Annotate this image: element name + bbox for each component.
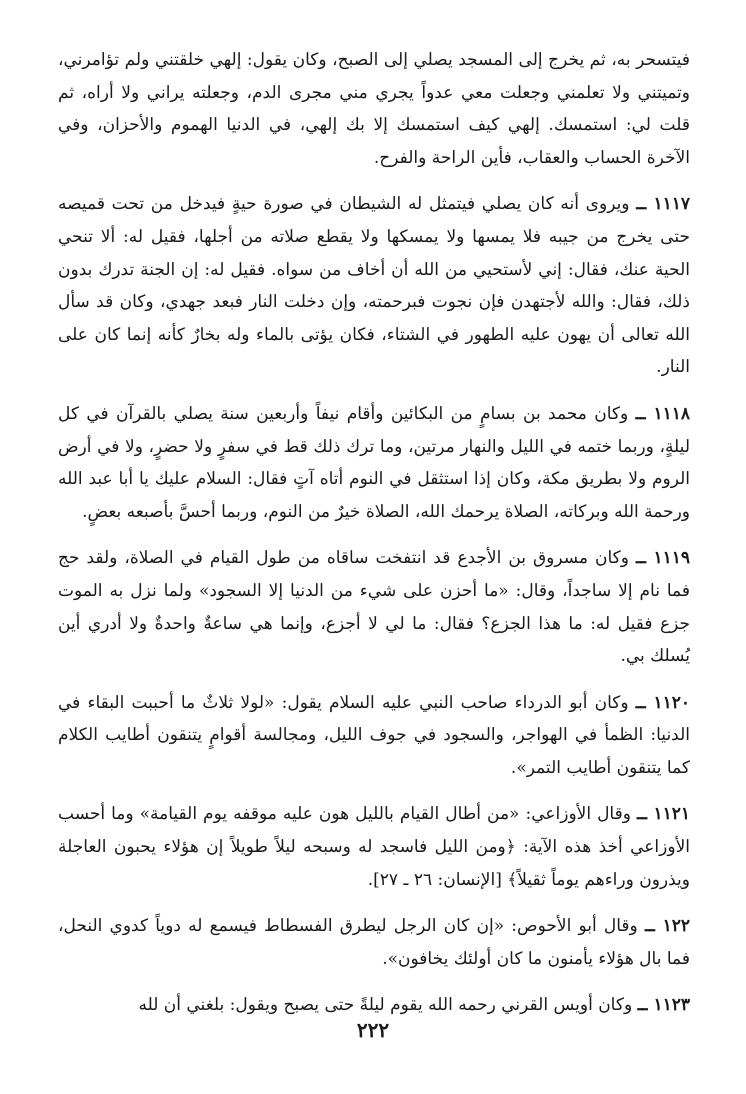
paragraph-number: ١١١٧ ــ [636,194,690,215]
paragraph-1121 [58,798,690,896]
page-number: ٢٢٢ [356,1018,390,1042]
paragraph-number: ١١٢٣ ــ [637,995,690,1016]
paragraph-1118 [58,398,690,528]
paragraph-text: وكان أبو الدرداء صاحب النبي عليه السلام يقول: «لولا ثلاثٌ ما أحببت البقاء في الدنيا: الظمأ في الهواجر، والسجود في جوف الليل، ومجالسة أقوامٍ يتنقون أطايب الكلام كما يتنقون أطايب التمر». [58,692,690,778]
paragraph-1117 [58,188,690,384]
paragraph-text: فيتسحر به، ثم يخرج إلى المسجد يصلي إلى الصبح، وكان يقول: إلهي خلقتني ولم تؤامرني، وتميتني ولا تعلمني وجعلت معي عدواً يجري مني مجرى الدم، وجعلته يراني ولا أراه، ثم قلت لي: استمسك. إلهي كيف استمسك إلا بك إلهي، في الدنيا الهموم والأحزان، وفي الآخرة الحساب والعقاب، فأين الراحة والفرح. [58,50,690,168]
paragraph-text: وكان مسروق بن الأجدع قد انتفخت ساقاه من طول القيام في الصلاة، ولقد حج فما نام إلا ساجداً، وقال: «ما أحزن على شيء من الدنيا إلا السجود» ولما نزل به الموت جزع فقيل له: ما هذا الجزع؟ فقال: ما لي لا أجزع، وإنما هي ساعةٌ واحدةٌ ولا أدري أين يُسلك بي. [58,548,690,667]
paragraph-1119 [58,542,690,672]
paragraph-number: ١١١٨ ــ [635,403,690,424]
paragraph-text: وقال الأوزاعي: «من أطال القيام بالليل هون عليه موقفه يوم القيامة» وما أحسب الأوزاعي أخذ هذه الآية: ﴿ومن الليل فاسجد له وسبحه ليلاً طويلاً إن هؤلاء يحبون العاجلة ويذرون وراءهم يوماً ثقيلاً﴾ [الإنسان: ٢٦ ـ ٢٧]. [58,804,690,890]
paragraph-1120 [58,687,690,785]
paragraph-number: ١١٢١ ــ [636,804,690,825]
paragraph-number: ١٢٢ ــ [644,916,690,937]
paragraph-text: وقال أبو الأحوص: «إن كان الرجل ليطرق الفسطاط فيسمع له دوياً كدوي النحل، فما بال هؤلاء يأمنون ما كان أولئك يخافون». [58,916,690,969]
paragraph-number: ١١٢٠ ــ [635,692,690,713]
paragraph-text: وكان أويس القرني رحمه الله يقوم ليلةً حتى يصبح ويقول: بلغني أن لله [138,995,633,1016]
page-body [58,44,690,1022]
paragraph-text: وكان محمد بن بسامٍ من البكائين وأقام نيفاً وأربعين سنة يصلي بالقرآن في كل ليلةٍ، وربما ختمه في الليل والنهار مرتين، وما ترك ذلك قط في سفرٍ ولا حضرٍ، ولا في أرض الروم ولا بطريق مكة، وكان إذا استثقل في النوم أتاه آتٍ فقال: السلام عليك يا أبا عبد الله ورحمة الله وبركاته، الصلاة يرحمك الله، الصلاة خيرٌ من النوم، وربما أحسَّ بأصبعه بعضٍ. [58,403,690,522]
paragraph-number: ١١١٩ ــ [636,548,690,569]
paragraph-text: ويروى أنه كان يصلي فيتمثل له الشيطان في صورة حيةٍ فيدخل من تحت قميصه حتى يخرج من جيبه فلا يمسها ولا يمسكها ولا يقطع صلاته من أجلها، فقيل له: ألا تنحي الحية عنك، فقال: إني لأستحيي من الله أن أخاف من سواه. فقيل له: إن الجنة تدرك بدون ذلك، فقال: والله لأجتهدن فإن نجوت فبرحمته، وإن دخلت النار فبعد جهدي، وكان قد سأل الله تعالى أن يهون عليه الطهور في الشتاء، فكان يؤتى بالماء وله بخارٌ كأنه إنما كان على النار. [58,194,690,378]
paragraph-continuation [58,44,690,174]
paragraph-1122 [58,910,690,975]
